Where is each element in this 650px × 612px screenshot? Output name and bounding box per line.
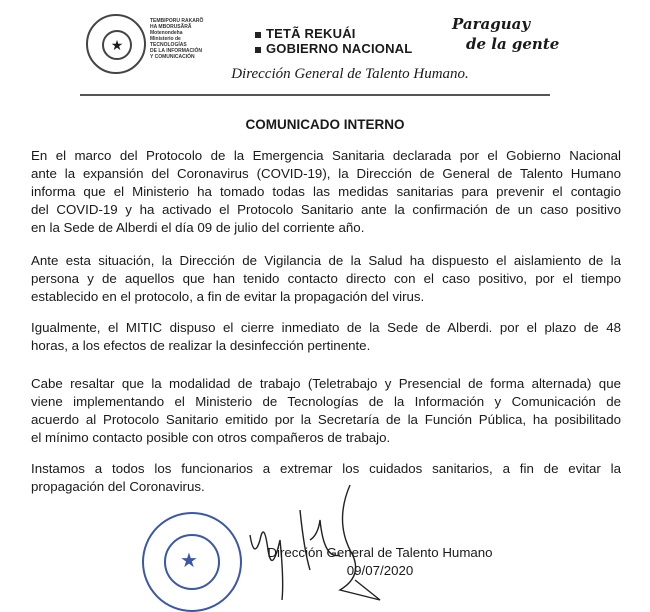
header-divider: [80, 94, 550, 96]
text-line: del COVID-19 y ha activado el Protocolo Sanitario ante la confirmación de un caso positivo: [31, 202, 621, 217]
ministry-line: Ministerio de: [150, 36, 181, 42]
bullet-square-icon: [255, 47, 261, 53]
government-line: TETÃ REKUÁI: [266, 26, 356, 41]
text-line: el mínimo contacto posible con otros compañeros de trabajo.: [31, 430, 391, 445]
paragraph-2: [31, 252, 621, 306]
document-title: COMUNICADO INTERNO: [245, 117, 405, 132]
text-line: informa que el Ministerio ha tomado todas las medidas sanitarias para prevenir el contagio: [31, 184, 621, 199]
ministry-line: DE LA INFORMACIÓN: [150, 48, 203, 54]
brand-line: Paraguay: [452, 15, 531, 33]
paragraph-3: [31, 319, 621, 355]
brand-line: de la gente: [466, 35, 560, 53]
handwritten-signature: [240, 480, 390, 605]
ministry-line: TECNOLOGÍAS: [150, 42, 187, 48]
text-line: Igualmente, el MITIC dispuso el cierre inmediato de la Sede de Alberdi. por el plazo de 48: [31, 320, 621, 335]
national-seal-logo: ★: [86, 14, 146, 74]
department-heading: Dirección General de Talento Humano.: [231, 66, 469, 82]
paragraph-4: [31, 375, 621, 447]
government-line: GOBIERNO NACIONAL: [266, 41, 413, 56]
ministry-line: TEMBIPORU RAKARÕ: [150, 18, 204, 24]
text-line: En el marco del Protocolo de la Emergencia Sanitaria declarada por el Gobierno Nacional: [31, 148, 621, 163]
text-line: persona y de aquellos que han tenido contacto directo con el caso positivo, por el tiempo: [31, 271, 621, 286]
signature-date: 09/07/2020: [346, 563, 414, 578]
ministry-logo-text: [150, 18, 220, 60]
text-line: acuerdo al Protocolo Sanitario emitido por la Secretaría de la Función Pública, ha posibilitado: [31, 412, 621, 427]
ministry-line: Y COMUNICACIÓN: [150, 54, 195, 60]
text-line: establecido en el protocolo, a fin de evitar la propagación del virus.: [31, 289, 425, 304]
text-line: viene implementando el Ministerio de Tecnologías de la Información y Comunicación de: [31, 394, 621, 409]
official-stamp: ★: [142, 512, 242, 612]
paragraph-1: [31, 147, 621, 237]
ministry-line: HA MBORUSÃRÃ: [150, 24, 192, 30]
ministry-line: Motenondeha: [150, 30, 183, 36]
bullet-square-icon: [255, 32, 261, 38]
text-line: en la Sede de Alberdi el día 09 de julio del corriente año.: [31, 220, 365, 235]
text-line: Instamos a todos los funcionarios a extremar los cuidados sanitarios, a fin de evitar la: [31, 461, 621, 476]
signature-office: Dirección General de Talento Humano: [267, 545, 493, 560]
text-line: ante la expansión del Coronavirus (COVID-19), la Dirección de General de Talento Humano: [31, 166, 621, 181]
text-line: horas, a los efectos de realizar la desinfección pertinente.: [31, 338, 371, 353]
brand-logo: [452, 14, 559, 54]
government-logo-text: [255, 26, 412, 56]
text-line: propagación del Coronavirus.: [31, 479, 205, 494]
text-line: Cabe resaltar que la modalidad de trabajo (Teletrabajo y Presencial de forma alternada) que: [31, 376, 621, 391]
text-line: Ante esta situación, la Dirección de Vigilancia de la Salud ha dispuesto el aislamiento de la: [31, 253, 621, 268]
